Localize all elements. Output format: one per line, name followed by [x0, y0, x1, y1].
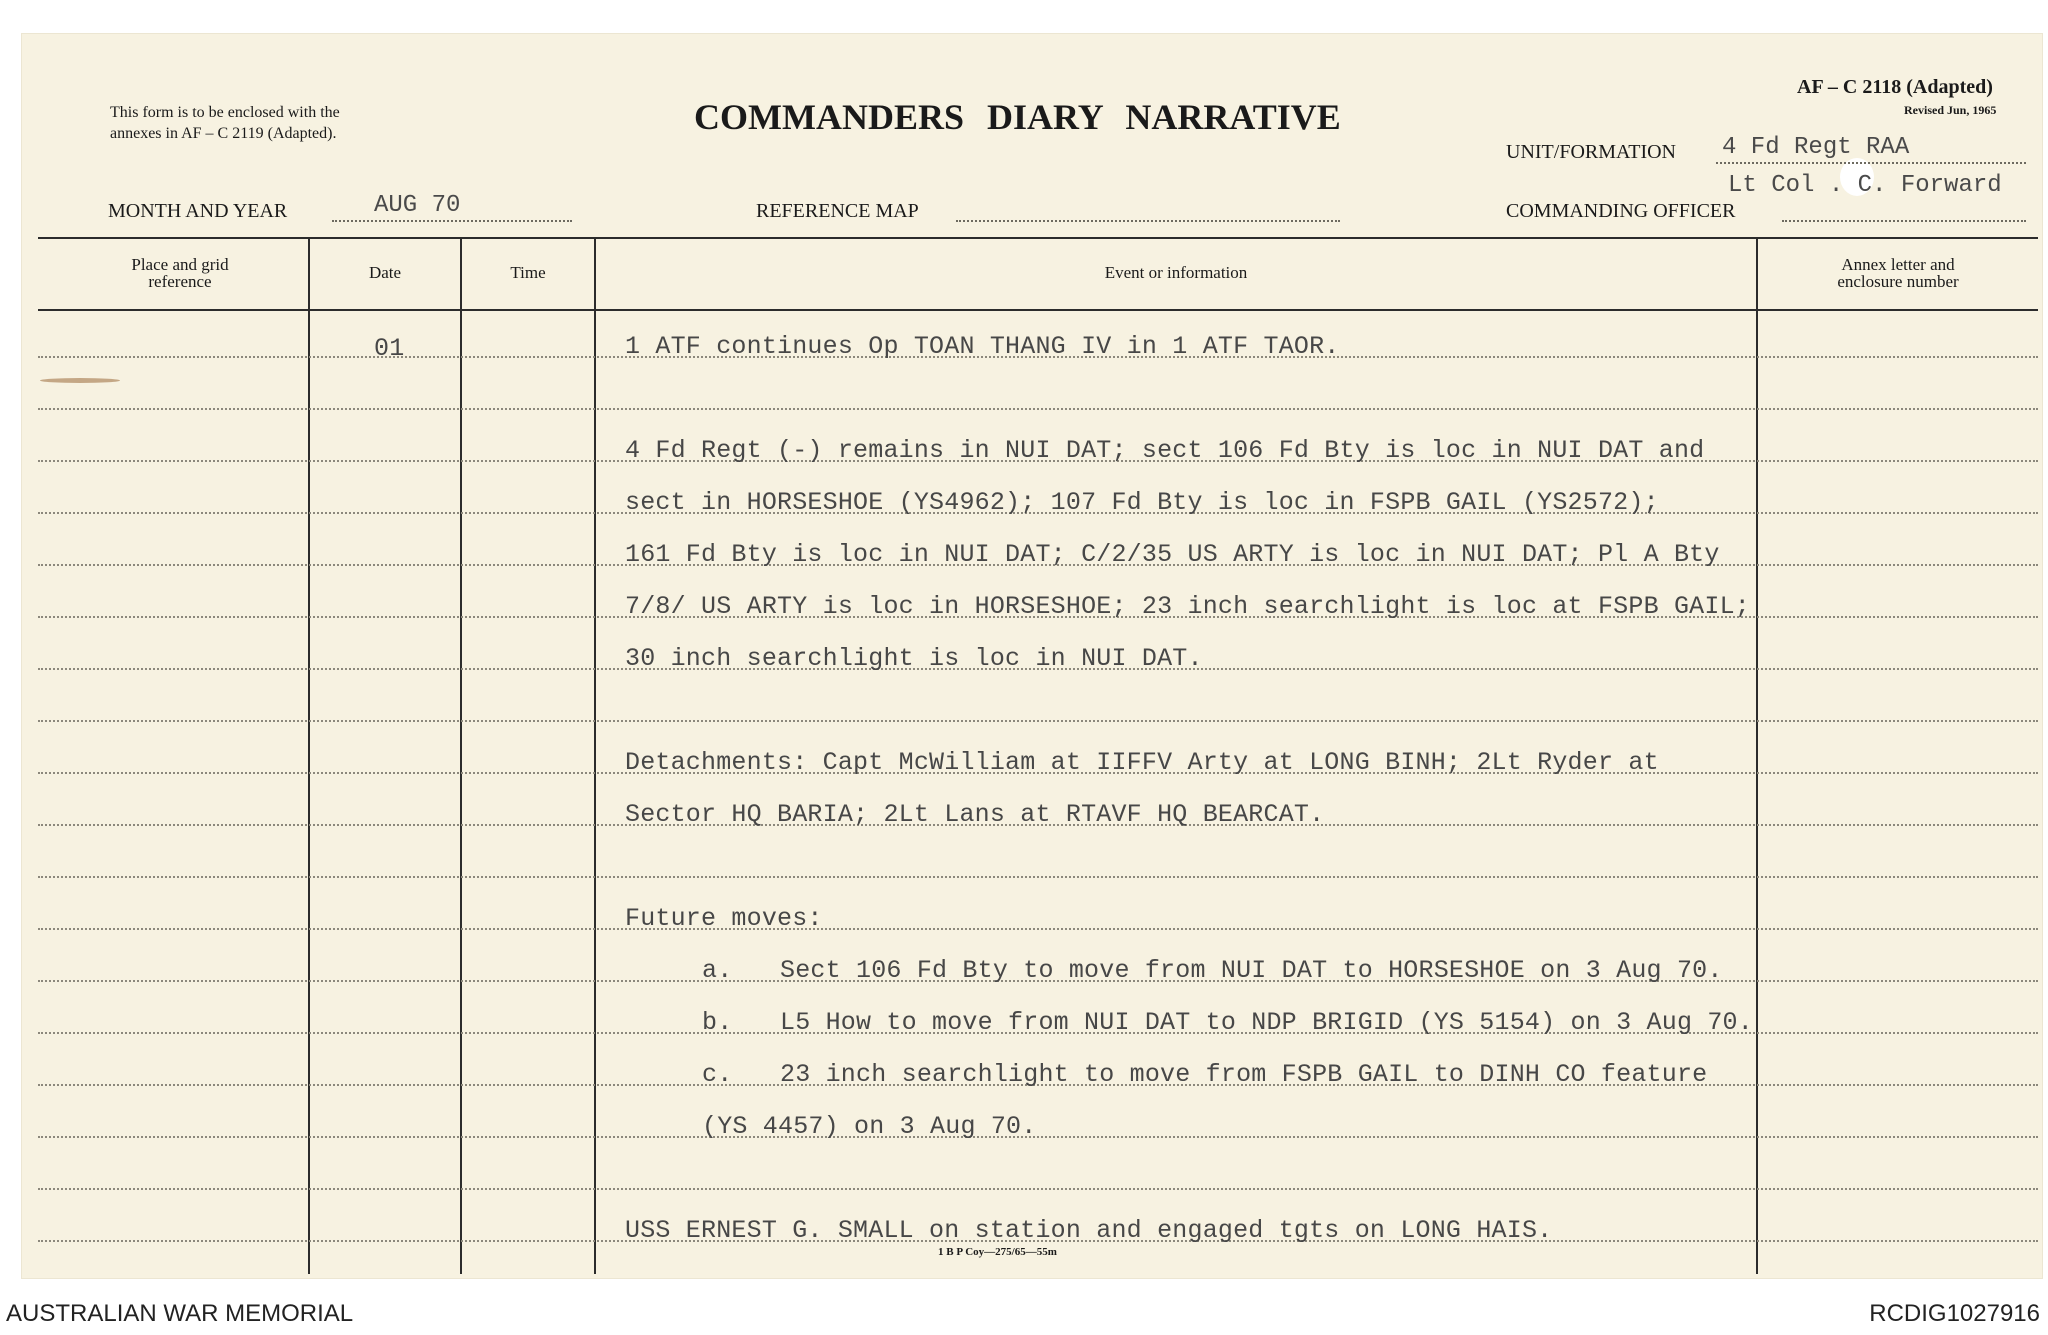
- entry-item-marker: b.: [702, 1008, 733, 1037]
- column-header-place-line-1: Place and grid: [131, 255, 229, 274]
- unit-formation-label: UNIT/FORMATION: [1506, 141, 1676, 163]
- archive-credit: AUSTRALIAN WAR MEMORIAL: [6, 1300, 354, 1327]
- revised-date: Revised Jun, 1965: [1904, 103, 1997, 117]
- diary-form-sheet: [22, 34, 2042, 1278]
- column-header-place: [52, 256, 308, 290]
- printer-imprint: 1 B P Coy—275/65—55m: [938, 1246, 1057, 1258]
- form-number: AF – C 2118 (Adapted): [1797, 76, 1993, 98]
- form-title: COMMANDERS DIARY NARRATIVE: [694, 97, 1341, 137]
- entry-item-line: 23 inch searchlight to move from FSPB GAIL to DINH CO feature: [780, 1060, 1708, 1089]
- column-divider-event: [1756, 237, 1758, 1274]
- column-header-date: Date: [368, 263, 402, 282]
- commanding-officer-label: COMMANDING OFFICER: [1506, 200, 1736, 222]
- commanding-officer-value: Lt Col . C. Forward: [1728, 172, 2002, 199]
- entry-item-marker: a.: [702, 956, 733, 985]
- entry-line: 30 inch searchlight is loc in NUI DAT.: [625, 644, 1203, 673]
- entry-line: sect in HORSESHOE (YS4962); 107 Fd Bty is loc in FSPB GAIL (YS2572);: [625, 488, 1659, 517]
- column-header-event: Event or information: [1104, 263, 1248, 282]
- entry-item-line: Sect 106 Fd Bty to move from NUI DAT to HORSESHOE on 3 Aug 70.: [780, 956, 1723, 985]
- ruled-line: [38, 408, 2038, 410]
- reference-map-label: REFERENCE MAP: [756, 200, 919, 222]
- ruled-line: [38, 876, 2038, 878]
- table-header-bottom-border: [38, 309, 2038, 311]
- month-year-dotted-line: [332, 220, 572, 222]
- rust-stain: [40, 378, 120, 383]
- ruled-line: [38, 720, 2038, 722]
- column-header-time: Time: [510, 263, 546, 282]
- entry-line: Sector HQ BARIA; 2Lt Lans at RTAVF HQ BEARCAT.: [625, 800, 1325, 829]
- reference-map-dotted-line: [956, 220, 1340, 222]
- month-year-value: AUG 70: [374, 192, 461, 219]
- entry-line: 161 Fd Bty is loc in NUI DAT; C/2/35 US ARTY is loc in NUI DAT; Pl A Bty: [625, 540, 1720, 569]
- entry-line: 7/8/ US ARTY is loc in HORSESHOE; 23 inch searchlight is loc at FSPB GAIL;: [625, 592, 1750, 621]
- commanding-officer-dotted-line: [1782, 220, 2026, 222]
- entry-line: Detachments: Capt McWilliam at IIFFV Arty at LONG BINH; 2Lt Ryder at: [625, 748, 1659, 777]
- column-header-annex-line-2: enclosure number: [1837, 272, 1959, 291]
- ruled-line: [38, 1188, 2038, 1190]
- column-header-annex: [1758, 256, 2038, 290]
- column-divider-date: [460, 237, 462, 1274]
- unit-formation-dotted-line: [1716, 162, 2026, 164]
- entry-item-line: L5 How to move from NUI DAT to NDP BRIGID (YS 5154) on 3 Aug 70.: [780, 1008, 1753, 1037]
- column-divider-time: [594, 237, 596, 1274]
- table-top-border: [38, 237, 2038, 239]
- month-year-label: MONTH AND YEAR: [108, 200, 288, 222]
- enclosure-note-line-1: This form is to be enclosed with the: [110, 104, 340, 121]
- entry-line: 1 ATF continues Op TOAN THANG IV in 1 ATF TAOR.: [625, 332, 1340, 361]
- archive-reference-id: RCDIG1027916: [1869, 1300, 2040, 1327]
- column-header-place-line-2: reference: [148, 272, 212, 291]
- unit-formation-value: 4 Fd Regt RAA: [1722, 134, 1910, 161]
- entry-heading: Future moves:: [625, 904, 823, 933]
- entry-line: USS ERNEST G. SMALL on station and engaged tgts on LONG HAIS.: [625, 1216, 1553, 1245]
- entry-item-marker: c.: [702, 1060, 733, 1089]
- entry-line: 4 Fd Regt (-) remains in NUI DAT; sect 106 Fd Bty is loc in NUI DAT and: [625, 436, 1705, 465]
- enclosure-note-line-2: annexes in AF – C 2119 (Adapted).: [110, 125, 337, 142]
- ruled-line: [38, 1136, 2038, 1138]
- entry-date: 01: [374, 334, 405, 363]
- column-divider-place: [308, 237, 310, 1274]
- column-header-annex-line-1: Annex letter and: [1841, 255, 1955, 274]
- entry-item-line: (YS 4457) on 3 Aug 70.: [702, 1112, 1037, 1141]
- ruled-line: [38, 928, 2038, 930]
